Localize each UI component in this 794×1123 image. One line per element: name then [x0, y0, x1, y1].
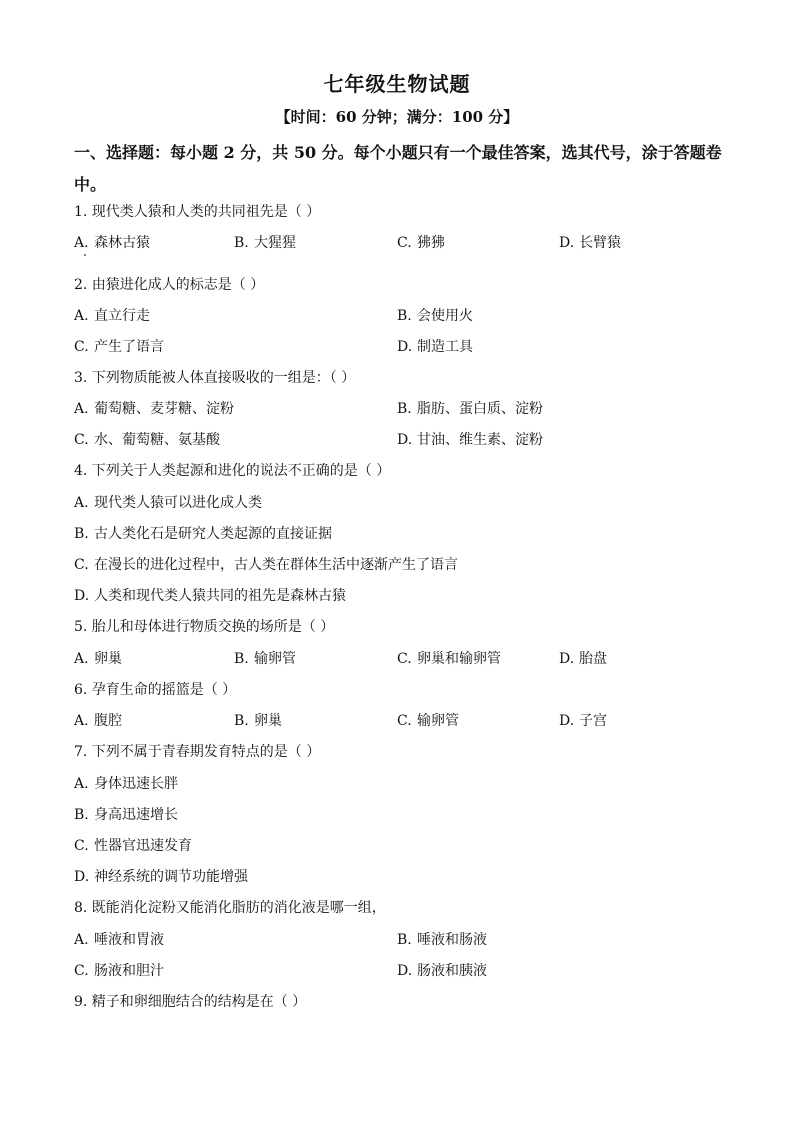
option-text: 长臂猿: [579, 235, 621, 251]
option-label: D.: [74, 869, 90, 885]
options-row: [74, 585, 724, 607]
question-6: 6. 孕育生命的摇篮是（ ）: [74, 682, 237, 698]
options-row: [74, 429, 724, 451]
option-d: [74, 585, 346, 607]
options-row: [74, 232, 724, 254]
option-b: [74, 523, 332, 545]
question-3: 3. 下列物质能被人体直接吸收的一组是：（ ）: [74, 370, 356, 386]
option-label: B.: [234, 235, 249, 251]
option-text: 胎盘: [579, 651, 607, 667]
option-label: A.: [74, 932, 89, 948]
option-label: C.: [74, 838, 89, 854]
options-row: [74, 835, 724, 857]
option-b: [74, 804, 178, 826]
option-a: [74, 492, 262, 514]
option-label: D.: [397, 963, 413, 979]
option-text: 神经系统的调节功能增强: [94, 869, 248, 885]
option-d: [559, 648, 607, 670]
option-c: [74, 336, 164, 358]
option-d: [559, 232, 621, 254]
option-text: 输卵管: [417, 713, 459, 729]
option-text: 甘油、维生素、淀粉: [417, 432, 543, 448]
option-b: [397, 305, 473, 327]
option-a: [74, 648, 122, 670]
option-label: D.: [559, 651, 575, 667]
option-b: [234, 710, 282, 732]
option-label: C.: [397, 235, 412, 251]
question-9: 9. 精子和卵细胞结合的结构是在（ ）: [74, 994, 307, 1010]
option-label: D.: [559, 713, 575, 729]
option-label: D.: [559, 235, 575, 251]
option-c: [397, 710, 459, 732]
question-5: 5. 胎儿和母体进行物质交换的场所是（ ）: [74, 619, 335, 635]
option-text: 会使用火: [417, 308, 473, 324]
option-c: [74, 554, 458, 576]
option-label: B.: [397, 401, 412, 417]
option-b: [397, 929, 487, 951]
option-label: A.: [74, 713, 89, 729]
options-row: [74, 960, 724, 982]
option-label: D.: [397, 339, 413, 355]
option-d: [397, 336, 473, 358]
option-d: [397, 960, 487, 982]
option-label: B.: [74, 807, 89, 823]
option-text: 在漫长的进化过程中，古人类在群体生活中逐渐产生了语言: [94, 557, 458, 573]
option-text: 唾液和肠液: [417, 932, 487, 948]
section-heading: 一、选择题：每小题 2 分，共 50 分。每个小题只有一个最佳答案，选其代号，涂于答题卷中。: [74, 143, 722, 194]
option-b: [234, 232, 296, 254]
option-label: B.: [234, 651, 249, 667]
option-c: [74, 960, 164, 982]
option-label: C.: [74, 963, 89, 979]
option-label: A.: [74, 401, 89, 417]
option-label: B.: [397, 932, 412, 948]
option-text: 身高迅速增长: [94, 807, 178, 823]
option-label: B.: [234, 713, 249, 729]
option-b: [234, 648, 296, 670]
page-title: 七年级生物试题: [323, 72, 471, 96]
option-a: [74, 232, 150, 254]
option-text: 腹腔: [94, 713, 122, 729]
options-row: [74, 710, 724, 732]
question-7: 7. 下列不属于青春期发育特点的是（ ）: [74, 744, 321, 760]
option-label: A.: [74, 776, 89, 792]
option-a: [74, 305, 150, 327]
option-d: [397, 429, 543, 451]
option-label: A.: [74, 308, 89, 324]
option-label: C.: [74, 432, 89, 448]
option-text: 肠液和胆汁: [94, 963, 164, 979]
option-text: 森林古猿: [94, 235, 150, 251]
option-label: B.: [397, 308, 412, 324]
question-1: 1. 现代类人猿和人类的共同祖先是（ ）: [74, 204, 321, 220]
options-row: [74, 305, 724, 327]
option-c: [397, 648, 501, 670]
options-row: [74, 773, 724, 795]
option-a: [74, 710, 122, 732]
option-text: 输卵管: [254, 651, 296, 667]
options-row: [74, 336, 724, 358]
option-text: 身体迅速长胖: [94, 776, 178, 792]
options-row: [74, 866, 724, 888]
option-label: C.: [74, 339, 89, 355]
question-4: 4. 下列关于人类起源和进化的说法不正确的是（ ）: [74, 463, 391, 479]
options-row: [74, 398, 724, 420]
options-row: [74, 804, 724, 826]
options-row: [74, 523, 724, 545]
option-text: 卵巢: [94, 651, 122, 667]
options-row: [74, 554, 724, 576]
option-text: 子宫: [579, 713, 607, 729]
option-label: C.: [397, 713, 412, 729]
option-label: A.: [74, 495, 89, 511]
option-c: [74, 429, 220, 451]
option-a: [74, 929, 164, 951]
question-8: 8. 既能消化淀粉又能消化脂肪的消化液是哪一组，: [74, 900, 386, 916]
option-text: 产生了语言: [94, 339, 164, 355]
option-label: C.: [397, 651, 412, 667]
option-d: [74, 866, 248, 888]
option-label: D.: [397, 432, 413, 448]
option-label: D.: [74, 588, 90, 604]
option-label: B.: [74, 526, 89, 542]
option-text: 卵巢: [254, 713, 282, 729]
option-label: C.: [74, 557, 89, 573]
option-c: [397, 232, 445, 254]
options-row: [74, 929, 724, 951]
option-text: 古人类化石是研究人类起源的直接证据: [94, 526, 332, 542]
option-label: A.: [74, 235, 89, 251]
option-text: 性器官迅速发育: [94, 838, 192, 854]
options-row: [74, 492, 724, 514]
option-text: 水、葡萄糖、氨基酸: [94, 432, 220, 448]
option-text: 人类和现代类人猿共同的祖先是森林古猿: [94, 588, 346, 604]
exam-meta: 【时间：60 分钟；满分：100 分】: [275, 108, 519, 126]
option-text: 直立行走: [94, 308, 150, 324]
option-text: 肠液和胰液: [417, 963, 487, 979]
option-text: 大猩猩: [254, 235, 296, 251]
option-text: 葡萄糖、麦芽糖、淀粉: [94, 401, 234, 417]
option-a: [74, 773, 178, 795]
option-text: 制造工具: [417, 339, 473, 355]
option-c: [74, 835, 192, 857]
option-text: 唾液和胃液: [94, 932, 164, 948]
options-row: [74, 648, 724, 670]
question-2: 2. 由猿进化成人的标志是（ ）: [74, 277, 265, 293]
dot-mark: [84, 254, 86, 256]
option-text: 狒狒: [417, 235, 445, 251]
option-d: [559, 710, 607, 732]
option-text: 卵巢和输卵管: [417, 651, 501, 667]
option-label: A.: [74, 651, 89, 667]
option-text: 脂肪、蛋白质、淀粉: [417, 401, 543, 417]
option-a: [74, 398, 234, 420]
option-text: 现代类人猿可以进化成人类: [94, 495, 262, 511]
option-b: [397, 398, 543, 420]
